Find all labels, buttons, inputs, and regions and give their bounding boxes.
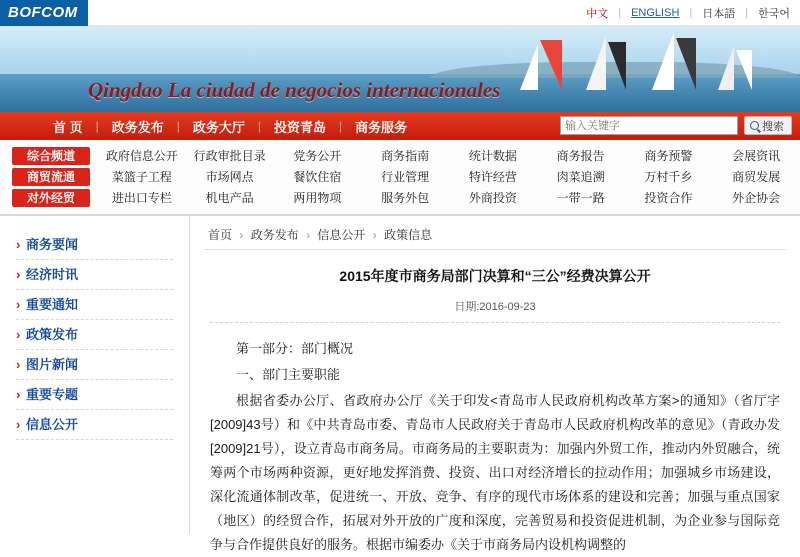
channel-link-foreign-enterprise-assoc[interactable]: 外企协会 bbox=[732, 191, 781, 205]
sidebar-item-policy-release[interactable]: › 政策发布 bbox=[16, 320, 173, 350]
top-bar bbox=[0, 0, 800, 26]
content-area bbox=[0, 216, 800, 552]
breadcrumb-separator: › bbox=[306, 228, 311, 242]
channel-link-investment-coop[interactable]: 投资合作 bbox=[644, 191, 693, 205]
channel-link-gov-info[interactable]: 政府信息公开 bbox=[105, 149, 178, 163]
main-nav bbox=[0, 112, 800, 140]
sidebar-item-business-news[interactable]: › 商务要闻 bbox=[16, 230, 173, 260]
search-input[interactable] bbox=[560, 116, 738, 135]
banner-title: Qingdao La ciudad de negocios internacionales bbox=[88, 78, 501, 102]
breadcrumb-item-home[interactable]: 首页 bbox=[208, 228, 233, 242]
channel-link-basket-project[interactable]: 菜篮子工程 bbox=[111, 170, 172, 184]
sidebar bbox=[0, 216, 190, 534]
article-paragraph-main: 根据省委办公厅、省政府办公厅《关于印发<青岛市人民政府机构改革方案>的通知》（省厅字[2009]43号）和《中共青岛市委、青岛市人民政府关于青岛市人民政府机构改革的意见》（青政办发[2009]21号），设立青岛市商务局。市商务局的主要职责为：加强内外贸工作，推动内外贸融合，统筹两个市场两种资源，更好地发挥消费、投资、出口对经济增长的拉动作用；加强城乡市场建设，深化流通体制改革，促进统一、开放、竞争、有序的现代市场体系的建设和完善；加强与重点国家（地区）的经贸合作，拓展对外开放的广度和深度，完善贸易和投资促进机制，为企业参与国际竞争与合作提供良好的服务。根据市编委办《关于市商务局内设机构调整的 bbox=[210, 393, 780, 552]
breadcrumb-item-government-release[interactable]: 政务发布 bbox=[250, 228, 299, 242]
channel-link-alerts[interactable]: 商务预警 bbox=[644, 149, 693, 163]
nav-divider: | bbox=[339, 119, 343, 133]
lang-link-english[interactable]: ENGLISH bbox=[631, 6, 680, 19]
channel-tag-trade[interactable]: 商贸流通 bbox=[12, 168, 90, 186]
article-date: 日期:2016-09-23 bbox=[210, 298, 780, 323]
language-switcher bbox=[586, 5, 790, 21]
channel-link-industry-admin[interactable]: 行业管理 bbox=[381, 170, 430, 184]
sidebar-item-economic-news[interactable]: › 经济时讯 bbox=[16, 260, 173, 290]
channel-link-statistics[interactable]: 统计数据 bbox=[468, 149, 517, 163]
lang-link-korean[interactable]: 한국어 bbox=[758, 7, 790, 20]
channel-link-foreign-investment[interactable]: 外商投资 bbox=[468, 191, 517, 205]
nav-item-business-services[interactable]: 商务服务 bbox=[355, 119, 408, 135]
nav-divider: | bbox=[95, 119, 99, 133]
sailboat-icon bbox=[676, 38, 696, 90]
search-button[interactable] bbox=[744, 116, 792, 135]
channel-tag-general[interactable]: 综合频道 bbox=[12, 147, 90, 165]
sidebar-item-photo-news[interactable]: › 图片新闻 bbox=[16, 350, 173, 380]
lang-link-chinese[interactable]: 中文 bbox=[586, 7, 609, 20]
sailboat-icon bbox=[520, 44, 538, 90]
search-icon bbox=[750, 121, 759, 130]
channel-link-approval-list[interactable]: 行政审批目录 bbox=[193, 149, 266, 163]
sailboat-icon bbox=[718, 46, 734, 90]
channel-grid bbox=[0, 140, 800, 216]
sailboat-icon bbox=[586, 36, 606, 90]
channel-link-business-guide[interactable]: 商务指南 bbox=[381, 149, 430, 163]
channel-links-foreign bbox=[98, 189, 800, 206]
nav-item-invest-qingdao[interactable]: 投资青岛 bbox=[274, 119, 327, 135]
sailboat-icon bbox=[736, 50, 752, 90]
lang-separator: | bbox=[745, 6, 749, 19]
lang-separator: | bbox=[618, 6, 622, 19]
channel-link-service-outsourcing[interactable]: 服务外包 bbox=[381, 191, 430, 205]
channel-tag-foreign[interactable]: 对外经贸 bbox=[12, 189, 90, 207]
channel-link-catering-lodging[interactable]: 餐饮住宿 bbox=[293, 170, 342, 184]
sailboat-icon bbox=[652, 32, 674, 90]
hero-banner bbox=[0, 26, 800, 112]
nav-divider: | bbox=[176, 119, 180, 133]
site-logo[interactable]: BOFCOM bbox=[0, 0, 88, 26]
channel-link-market-network[interactable]: 市场网点 bbox=[205, 170, 254, 184]
nav-item-home[interactable]: 首 页 bbox=[53, 119, 83, 135]
channel-link-meat-traceability[interactable]: 肉菜追溯 bbox=[556, 170, 605, 184]
channel-link-dual-use-items[interactable]: 两用物项 bbox=[293, 191, 342, 205]
nav-item-government-hall[interactable]: 政务大厅 bbox=[192, 119, 245, 135]
article-paragraph-section: 第一部分：部门概况 bbox=[236, 341, 354, 356]
channel-row-general bbox=[0, 146, 800, 165]
channel-row-foreign bbox=[0, 188, 800, 207]
breadcrumb-item-information-disclosure[interactable]: 信息公开 bbox=[317, 228, 366, 242]
sidebar-item-important-notice[interactable]: › 重要通知 bbox=[16, 290, 173, 320]
channel-link-party-affairs[interactable]: 党务公开 bbox=[293, 149, 342, 163]
channel-link-expo-news[interactable]: 会展资讯 bbox=[732, 149, 781, 163]
sailboat-icon bbox=[540, 40, 562, 90]
breadcrumb-separator: › bbox=[372, 228, 377, 242]
channel-link-electromechanical[interactable]: 机电产品 bbox=[205, 191, 254, 205]
lang-separator: | bbox=[689, 6, 693, 19]
channel-link-reports[interactable]: 商务报告 bbox=[556, 149, 605, 163]
lang-link-japanese[interactable]: 日本語 bbox=[702, 7, 736, 20]
breadcrumb-separator: › bbox=[239, 228, 244, 242]
channel-link-belt-and-road[interactable]: 一带一路 bbox=[556, 191, 605, 205]
channel-link-franchise[interactable]: 特许经营 bbox=[468, 170, 517, 184]
article-title: 2015年度市商务局部门决算和“三公”经费决算公开 bbox=[339, 268, 651, 284]
search-button-label: 搜索 bbox=[762, 120, 784, 133]
channel-row-trade bbox=[0, 167, 800, 186]
sailboat-icon bbox=[608, 42, 626, 90]
sidebar-item-special-topics[interactable]: › 重要专题 bbox=[16, 380, 173, 410]
channel-link-wancun-qianxiang[interactable]: 万村千乡 bbox=[644, 170, 693, 184]
channel-links-general bbox=[98, 147, 800, 164]
nav-divider: | bbox=[257, 119, 262, 133]
channel-link-import-export[interactable]: 进出口专栏 bbox=[111, 191, 172, 205]
nav-item-government-release[interactable]: 政务发布 bbox=[111, 119, 164, 135]
search-box bbox=[560, 116, 792, 135]
sidebar-item-information-disclosure[interactable]: › 信息公开 bbox=[16, 410, 173, 440]
article-body bbox=[204, 337, 786, 557]
breadcrumb-item-policy-information[interactable]: 政策信息 bbox=[384, 228, 433, 242]
main-panel bbox=[190, 216, 800, 552]
article-paragraph-subsection: 一、部门主要职能 bbox=[236, 367, 341, 382]
channel-link-trade-development[interactable]: 商贸发展 bbox=[732, 170, 781, 184]
channel-links-trade bbox=[98, 168, 800, 185]
breadcrumb bbox=[204, 224, 786, 250]
